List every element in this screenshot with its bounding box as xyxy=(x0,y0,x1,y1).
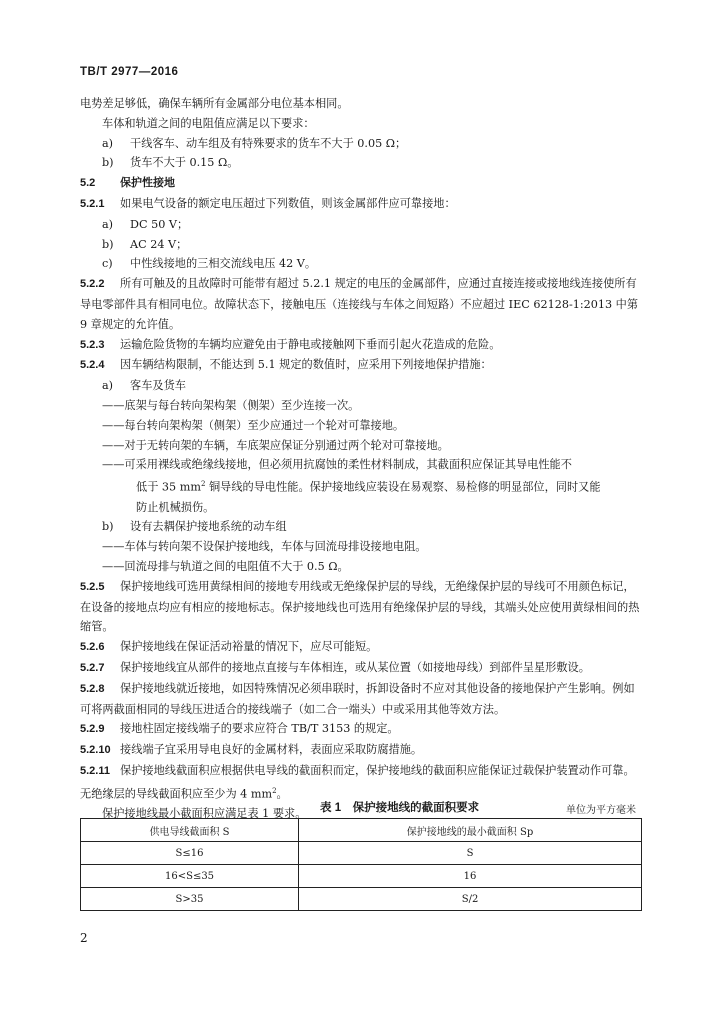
clause-number: 5.2.5 xyxy=(80,580,105,593)
list-text: 客车及货车 xyxy=(130,379,186,393)
list-text: AC 24 V； xyxy=(130,237,188,251)
cross-section-table xyxy=(80,818,642,911)
clause-text: 保护接地线截面积应根据供电导线的截面积而定，保护接地线的截面积应能保证过载保护装置动作可靠。无绝缘层的导线截面积应至少为 4 mm xyxy=(80,764,635,801)
list-text: 干线客车、动车组及有特殊要求的货车不大于 0.05 Ω； xyxy=(130,136,407,150)
superscript: 2 xyxy=(272,786,277,795)
text-run: 。 xyxy=(276,787,288,801)
standard-code: TB/T 2977—2016 xyxy=(80,66,179,78)
clause-number: 5.2.4 xyxy=(80,359,105,372)
section-number: 5.2 xyxy=(80,177,96,190)
list-text: DC 50 V； xyxy=(130,217,189,231)
clause-number: 5.2.11 xyxy=(80,765,110,778)
list-item xyxy=(80,254,642,274)
clause-number: 5.2.8 xyxy=(80,682,105,695)
list-text: 中性线接地的三相交流线电压 42 V。 xyxy=(130,257,317,271)
clause-text: 因车辆结构限制，不能达到 5.1 规定的数值时，应采用下列接地保护措施： xyxy=(120,358,492,372)
table-cell: 16 xyxy=(299,865,642,888)
clause xyxy=(80,658,642,679)
clause-text: 接线端子宜采用导电良好的金属材料，表面应采取防腐措施。 xyxy=(120,743,423,757)
clause xyxy=(80,355,642,376)
clause-text: 保护接地线在保证活动裕量的情况下，应尽可能短。 xyxy=(120,640,378,654)
dash-item-continued: 防止机械损伤。 xyxy=(136,500,215,514)
page-number: 2 xyxy=(80,931,88,945)
clause xyxy=(80,761,642,804)
text-run: 铜导线的导电性能。保护接地线应装设在易观察、易检修的明显部位，同时又能 xyxy=(205,480,601,494)
list-item xyxy=(80,215,642,235)
list-item xyxy=(80,517,642,537)
clause xyxy=(80,577,642,637)
clause xyxy=(80,740,642,761)
table-cell: 16<S≤35 xyxy=(81,865,299,888)
clause xyxy=(80,719,642,740)
dash-item: ——回流母排与轨道之间的电阻值不大于 0.5 Ω。 xyxy=(102,560,349,574)
clause xyxy=(80,335,642,356)
paragraph: 车体和轨道之间的电阻值应满足以下要求： xyxy=(102,116,315,130)
clause xyxy=(80,194,642,215)
paragraph: 保护接地线最小截面积应满足表 1 要求。 xyxy=(102,807,307,821)
dash-item: ——车体与转向架不设保护接地线，车体与回流母排设接地电阻。 xyxy=(102,540,427,554)
clause xyxy=(80,679,642,720)
superscript: 2 xyxy=(200,480,206,489)
clause-text: 接地柱固定接线端子的要求应符合 TB/T 3153 的规定。 xyxy=(120,722,399,736)
clause-text: 如果电气设备的额定电压超过下列数值，则该金属部件应可靠接地： xyxy=(120,196,456,210)
clause xyxy=(80,637,642,658)
clause-number: 5.2.7 xyxy=(80,662,105,675)
list-label: a) xyxy=(102,217,114,231)
table-cell: S xyxy=(299,842,642,865)
section-title: 保护性接地 xyxy=(120,177,175,190)
clause-number: 5.2.3 xyxy=(80,338,105,351)
main-text xyxy=(80,94,642,824)
table-cell: S>35 xyxy=(81,888,299,911)
table-row xyxy=(81,842,642,865)
clause-text: 运输危险货物的车辆均应避免由于静电或接触网下垂而引起火花造成的危险。 xyxy=(120,337,501,351)
list-item xyxy=(80,134,642,154)
table-title: 表 1 保护接地线的截面积要求 xyxy=(320,802,480,814)
clause-number: 5.2.10 xyxy=(80,744,111,757)
table-caption xyxy=(80,799,642,817)
dash-item: ——对于无转向架的车辆，车底架应保证分别通过两个轮对可靠接地。 xyxy=(102,438,449,452)
clause xyxy=(80,274,642,334)
list-text: 货车不大于 0.15 Ω。 xyxy=(130,156,239,170)
list-label: c) xyxy=(102,257,113,271)
clause-number: 5.2.1 xyxy=(80,197,105,210)
list-label: a) xyxy=(102,136,114,150)
clause-text: 保护接地线就近接地，如因特殊情况必须串联时，拆卸设备时不应对其他设备的接地保护产生影响。例如可将两截面相同的导线压进适合的接线端子（如二合一端头）中或采用其他等效方法。 xyxy=(80,681,635,716)
table-header-cell: 供电导线截面积 S xyxy=(81,819,299,842)
list-text: 设有去耦保护接地系统的动车组 xyxy=(130,520,287,534)
clause-text: 保护接地线可选用黄绿相间的接地专用线或无绝缘保护层的导线，无绝缘保护层的导线可不用颜色标记，在设备的接地点均应有相应的接地标志。保护接地线也可选用有绝缘保护层的导线，其端头处应使用黄绿相间的热缩管。 xyxy=(80,579,640,634)
table-cell: S/2 xyxy=(299,888,642,911)
clause-number: 5.2.6 xyxy=(80,641,105,654)
list-item xyxy=(80,153,642,173)
section-heading xyxy=(80,173,642,194)
list-item xyxy=(80,235,642,255)
table-header-row xyxy=(81,819,642,842)
table-unit: 单位为平方毫米 xyxy=(566,805,636,816)
dash-item: ——底架与每台转向架构架（侧架）至少连接一次。 xyxy=(102,398,360,412)
clause-number: 5.2.2 xyxy=(80,278,105,291)
list-item xyxy=(80,376,642,396)
table-row xyxy=(81,865,642,888)
clause-text: 所有可触及的且故障时可能带有超过 5.2.1 规定的电压的金属部件，应通过直接连接或接地线连接使所有导电零部件具有相同电位。故障状态下，接触电压（连接线与车体之间短路）不应超过 IEC 62128-1:2013 中第 9 章规定的允许值。 xyxy=(80,277,639,331)
dash-item: ——每台转向架构架（侧架）至少应通过一个轮对可靠接地。 xyxy=(102,418,405,432)
list-label: b) xyxy=(102,520,114,534)
table-row xyxy=(81,888,642,911)
text-run: 低于 35 mm xyxy=(136,480,201,494)
clause-number: 5.2.9 xyxy=(80,723,105,736)
table-cell: S≤16 xyxy=(81,842,299,865)
list-label: b) xyxy=(102,237,114,251)
clause-text: 保护接地线宜从部件的接地点直接与车体相连，或从某位置（如接地母线）到部件呈星形敷设。 xyxy=(120,661,590,675)
list-label: b) xyxy=(102,156,114,170)
list-label: a) xyxy=(102,379,114,393)
dash-item-continued xyxy=(80,475,642,498)
dash-item: ——可采用裸线或绝缘线接地，但必须用抗腐蚀的柔性材料制成，其截面积应保证其导电性能不 xyxy=(102,458,572,472)
table-header-cell: 保护接地线的最小截面积 Sp xyxy=(299,819,642,842)
paragraph: 电势差足够低，确保车辆所有金属部分电位基本相同。 xyxy=(80,97,349,110)
